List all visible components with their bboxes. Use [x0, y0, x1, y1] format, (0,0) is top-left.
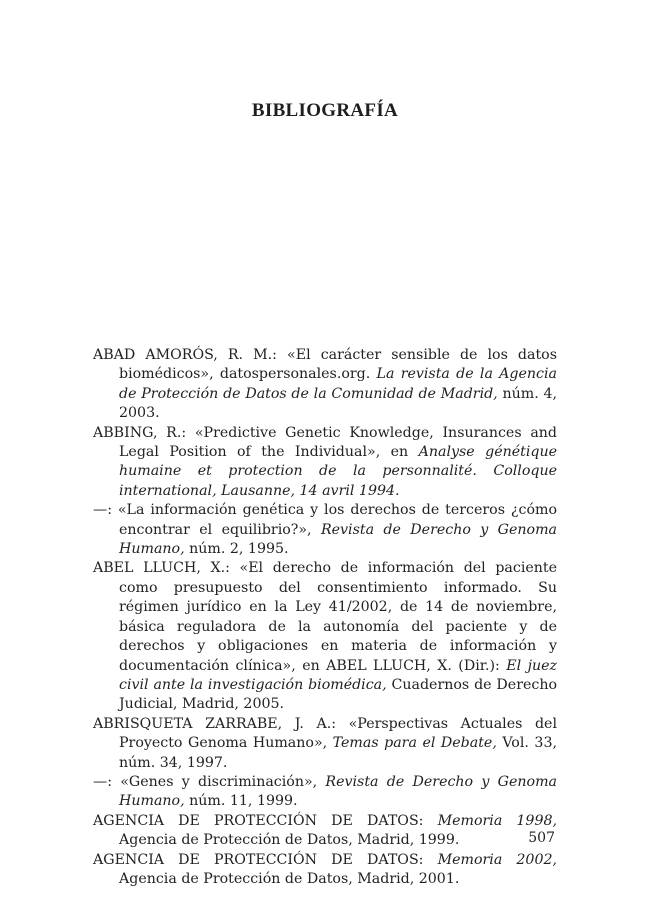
entry-italic-title: Memoria 2002,: [437, 851, 558, 868]
entry-text: [423, 813, 437, 829]
entry-text-tail: Agencia de Protección de Datos, Madrid, 2001.: [119, 870, 460, 887]
bibliography-entry: [93, 812, 557, 851]
entry-italic-title: El juez civil ante la investigación biomédica,: [119, 657, 557, 693]
entry-author: ABBING, R.:: [93, 424, 187, 441]
entry-text-tail: núm. 11, 1999.: [184, 793, 298, 810]
entry-text-tail: Cuadernos de Derecho Judicial, Madrid, 2005.: [119, 676, 557, 713]
entry-text: «El derecho de información del paciente como presupuesto del consentimiento informado. Su régimen jurídico en la Ley 41/2002, de 14 de noviembre, básica reguladora de la autonomía del paciente y de derechos y obligaciones en materia de información y documentación clínica», en ABEL LLUCH, X. (Dir.):: [119, 560, 557, 674]
page-number: 507: [528, 830, 555, 846]
bibliography-entry: [93, 424, 557, 502]
entry-italic-title: Temas para el Debate,: [332, 735, 497, 752]
entry-italic-title: La revista de la Agencia de Protección de Datos de la Comunidad de Madrid,: [119, 366, 557, 402]
entry-text-tail: núm. 2, 1995.: [184, 541, 289, 558]
entry-author: AGENCIA DE PROTECCIÓN DE DATOS:: [93, 812, 424, 829]
bibliography-entry: [93, 851, 557, 890]
entry-text-tail: núm. 4, 2003.: [119, 385, 557, 422]
bibliography-entry: [93, 773, 557, 812]
entry-text: [423, 852, 437, 868]
entry-italic-title: Memoria 1998,: [437, 812, 558, 829]
bibliography-entry: [93, 346, 557, 424]
entry-author: —:: [93, 773, 112, 790]
entry-text: «Genes y discriminación»,: [111, 773, 326, 790]
bibliography-entry: [93, 501, 557, 559]
entry-text: «Predictive Genetic Knowledge, Insurances and Legal Position of the Individual», en: [119, 424, 557, 461]
page-title: BIBLIOGRAFÍA: [251, 100, 399, 121]
entry-author: ABRISQUETA ZARRABE, J. A.:: [93, 715, 336, 732]
entry-author: ABAD AMORÓS, R. M.:: [93, 347, 277, 363]
bibliography-entry: [93, 559, 557, 714]
entry-text: «Perspectivas Actuales del Proyecto Genoma Humano»,: [119, 715, 557, 752]
entry-text: «La información genética y los derechos de terceros ¿cómo encontrar el equilibrio?»,: [111, 502, 557, 538]
entry-author: —:: [93, 502, 112, 519]
entry-author: ABEL LLUCH, X.:: [93, 560, 230, 577]
entry-text: «El carácter sensible de los datos biomédicos», datospersonales.org.: [119, 347, 557, 383]
entry-text-tail: Vol. 33, núm. 34, 1997.: [119, 735, 557, 771]
entry-italic-title: Revista de Derecho y Genoma Humano,: [119, 521, 558, 558]
bibliography-entry: [93, 715, 557, 773]
bibliography-list: [93, 346, 557, 889]
entry-italic-title: Analyse génétique humaine et protection de la personnalité. Colloque international, Lausanne, 14 avril 1994.: [119, 444, 557, 499]
entry-author: AGENCIA DE PROTECCIÓN DE DATOS:: [93, 851, 424, 868]
entry-text-tail: Agencia de Protección de Datos, Madrid, 1999.: [119, 832, 460, 849]
entry-italic-title: Revista de Derecho y Genoma Humano,: [119, 773, 557, 810]
